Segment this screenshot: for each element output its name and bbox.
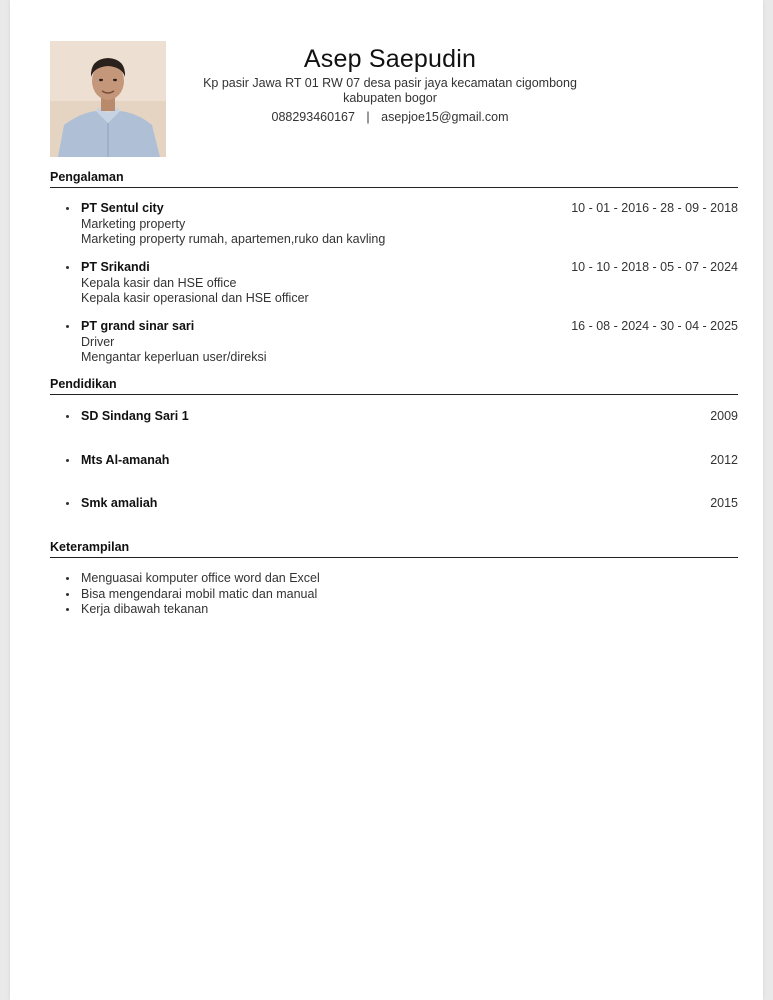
experience-description: Kepala kasir operasional dan HSE officer [81, 291, 309, 305]
email-address: asepjoe15@gmail.com [381, 110, 509, 124]
resume-header [50, 40, 738, 160]
experience-company: PT grand sinar sari [81, 319, 195, 333]
address-line-2: kabupaten bogor [343, 91, 437, 105]
section-title-experience: Pengalaman [50, 170, 738, 188]
candidate-name: Asep Saepudin [303, 45, 477, 73]
bullet-icon [66, 577, 69, 580]
experience-dates: 10 - 10 - 2018 - 05 - 07 - 2024 [571, 260, 738, 274]
phone-number: 088293460167 [271, 110, 355, 124]
experience-dates: 10 - 01 - 2016 - 28 - 09 - 2018 [571, 201, 738, 215]
profile-photo [50, 41, 166, 157]
experience-role: Kepala kasir dan HSE office [81, 276, 237, 290]
bullet-icon [66, 266, 69, 269]
address-line-1: Kp pasir Jawa RT 01 RW 07 desa pasir jaya kecamatan cigombong [203, 76, 577, 90]
experience-company: PT Sentul city [81, 201, 164, 215]
list-item [50, 587, 738, 603]
education-school: Mts Al-amanah [81, 453, 170, 467]
experience-role: Driver [81, 335, 115, 349]
experience-item [50, 260, 738, 310]
experience-description: Mengantar keperluan user/direksi [81, 350, 267, 364]
resume-page [10, 0, 763, 1000]
skill-text: Kerja dibawah tekanan [81, 602, 209, 616]
experience-item [50, 201, 738, 251]
education-school: SD Sindang Sari 1 [81, 409, 189, 423]
bullet-icon [66, 415, 69, 418]
education-item [50, 496, 738, 512]
bullet-icon [66, 325, 69, 328]
education-year: 2009 [710, 409, 738, 423]
bullet-icon [66, 593, 69, 596]
contact-line [180, 109, 600, 125]
bullet-icon [66, 459, 69, 462]
bullet-icon [66, 207, 69, 210]
education-item [50, 453, 738, 469]
section-title-skills: Keterampilan [50, 540, 738, 558]
experience-company: PT Srikandi [81, 260, 150, 274]
skill-text: Menguasai komputer office word dan Excel [81, 571, 320, 585]
contact-block [180, 42, 600, 125]
education-item [50, 409, 738, 425]
contact-separator: | [366, 110, 370, 124]
education-year: 2012 [710, 453, 738, 467]
section-title-education: Pendidikan [50, 377, 738, 395]
experience-dates: 16 - 08 - 2024 - 30 - 04 - 2025 [571, 319, 738, 333]
skill-text: Bisa mengendarai mobil matic dan manual [81, 586, 318, 601]
experience-item [50, 319, 738, 369]
list-item [50, 602, 738, 618]
experience-role: Marketing property [81, 217, 186, 231]
skills-list [50, 571, 738, 618]
experience-description: Marketing property rumah, apartemen,ruko dan kavling [81, 232, 386, 246]
bullet-icon [66, 608, 69, 611]
profile-photo-illustration [50, 41, 166, 157]
education-year: 2015 [710, 496, 738, 510]
list-item [50, 571, 738, 587]
bullet-icon [66, 502, 69, 505]
education-school: Smk amaliah [81, 496, 158, 510]
